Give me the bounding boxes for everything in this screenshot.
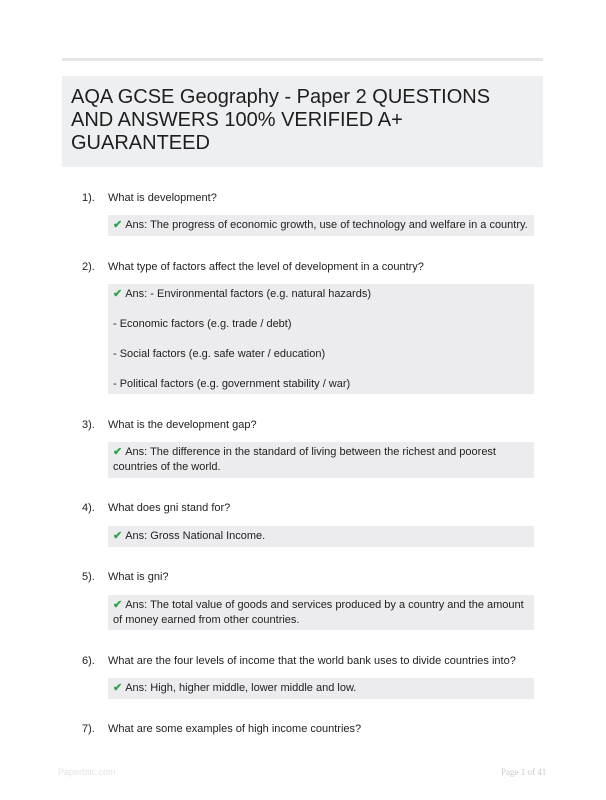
question-text: What type of factors affect the level of development in a country?	[108, 261, 424, 273]
answer-box	[108, 284, 534, 394]
question-number: 7).	[82, 723, 95, 735]
answer-text: Ans: Gross National Income.	[125, 530, 266, 542]
question-number: 4).	[82, 502, 95, 514]
answer-text: Ans: High, higher middle, lower middle and low.	[125, 682, 357, 694]
check-icon: ✔	[113, 446, 123, 458]
question-text: What are the four levels of income that the world bank uses to divide countries into?	[108, 655, 516, 667]
title-banner	[62, 76, 543, 167]
answer-box	[108, 678, 534, 699]
answer-text: - Social factors (e.g. safe water / education)	[113, 348, 326, 360]
page-number: Page 1 of 41	[501, 767, 547, 777]
answer-box	[108, 595, 534, 630]
question-text: What are some examples of high income countries?	[108, 723, 362, 735]
answer-text: - Political factors (e.g. government stability / war)	[113, 378, 351, 390]
question-text: What is development?	[108, 192, 217, 204]
question-number: 1).	[82, 192, 95, 204]
answer-box	[108, 442, 534, 478]
answer-text: Ans: The difference in the standard of living between the richest and poorest countries of the world.	[113, 446, 496, 473]
question-text: What does gni stand for?	[108, 502, 231, 514]
footer-watermark: Paperbtic.com	[58, 767, 116, 777]
answer-text: - Economic factors (e.g. trade / debt)	[113, 318, 292, 330]
check-icon: ✔	[113, 288, 123, 300]
top-divider	[62, 58, 543, 61]
answer-text: Ans: - Environmental factors (e.g. natural hazards)	[125, 288, 371, 300]
question-text: What is gni?	[108, 571, 169, 583]
answer-text: Ans: The progress of economic growth, use of technology and welfare in a country.	[125, 219, 528, 231]
check-icon: ✔	[113, 219, 123, 231]
question-number: 2).	[82, 261, 95, 273]
check-icon: ✔	[113, 682, 123, 694]
check-icon: ✔	[113, 599, 123, 611]
answer-box	[108, 215, 534, 236]
question-number: 6).	[82, 655, 95, 667]
question-number: 5).	[82, 571, 95, 583]
document-title: AQA GCSE Geography - Paper 2 QUESTIONS AND ANSWERS 100% VERIFIED A+ GUARANTEED	[71, 86, 491, 154]
answer-box	[108, 526, 534, 547]
check-icon: ✔	[113, 530, 123, 542]
question-number: 3).	[82, 419, 95, 431]
question-text: What is the development gap?	[108, 419, 257, 431]
answer-text: Ans: The total value of goods and services produced by a country and the amount of money earned from other countries.	[113, 599, 524, 626]
